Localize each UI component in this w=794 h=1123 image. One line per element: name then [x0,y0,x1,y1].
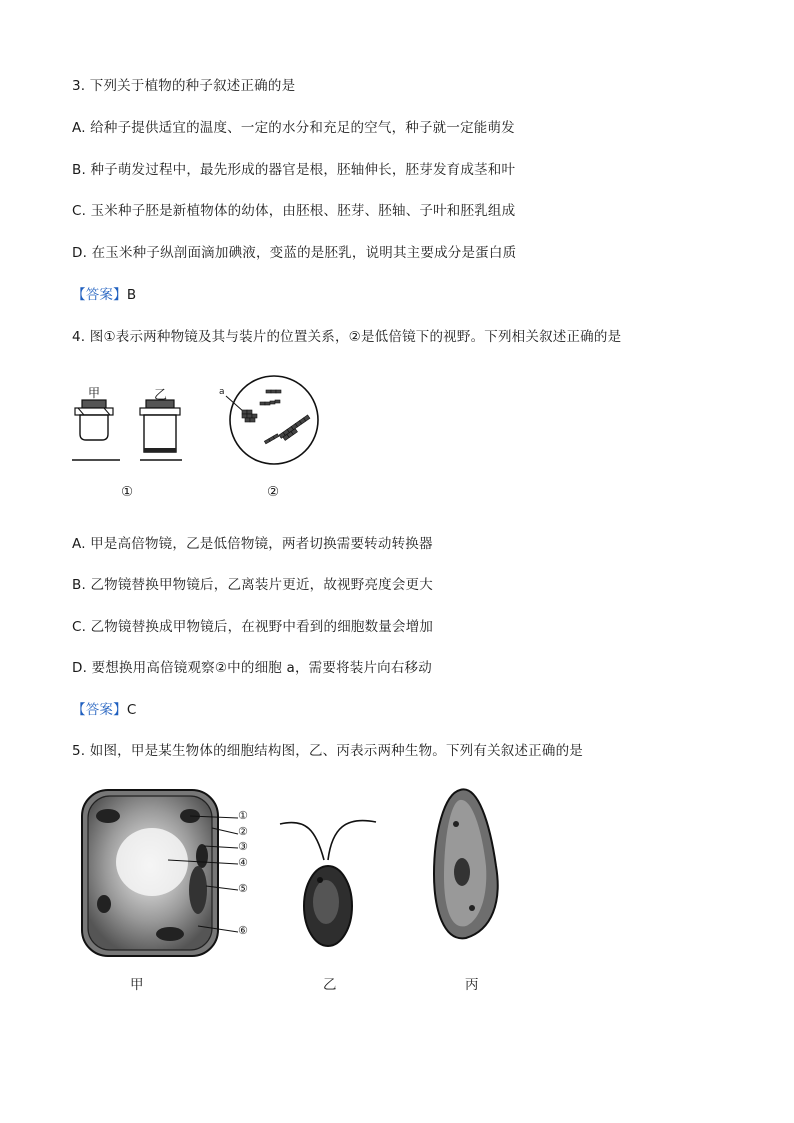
q4-option-c: C. 乙物镜替换成甲物镜后，在视野中看到的细胞数量会增加 [72,619,434,635]
callout-2: ② [238,825,248,838]
callout-5: ⑤ [238,882,248,895]
flagellate-organism-figure [276,810,396,960]
microscope-field-of-view [216,376,336,466]
q3-option-c: C. 玉米种子胚是新植物体的幼体，由胚根、胚芽、胚轴、子叶和胚乳组成 [72,203,516,219]
figure-label-a: a [219,387,225,397]
answer-tag: 【答案】 [72,287,127,303]
figure-caption-bing: 丙 [465,977,479,993]
paramecium-organism-figure [426,784,516,954]
q3-answer [72,283,136,303]
figure-caption-yi: 乙 [323,977,337,993]
q5-stem: 5. 如图，甲是某生物体的细胞结构图，乙、丙表示两种生物。下列有关叙述正确的是 [72,743,583,759]
q4-stem: 4. 图①表示两种物镜及其与装片的位置关系，②是低倍镜下的视野。下列相关叙述正确的是 [72,329,622,345]
q3-option-d: D. 在玉米种子纵剖面滴加碘液，变蓝的是胚乳，说明其主要成分是蛋白质 [72,245,517,261]
q4-answer [72,698,136,718]
q3-option-b: B. 种子萌发过程中，最先形成的器官是根，胚轴伸长，胚芽发育成茎和叶 [72,162,516,178]
callout-4: ④ [238,856,248,869]
answer-value: C [126,702,137,718]
figure-label-yi: 乙 [154,388,168,403]
figure-caption-jia: 甲 [130,977,144,993]
q4-option-a: A. 甲是高倍物镜，乙是低倍物镜，两者切换需要转动转换器 [72,536,433,552]
figure-caption-2: ② [267,484,280,500]
figure-caption-1: ① [121,484,134,500]
answer-tag: 【答案】 [72,702,127,718]
figure-label-jia: 甲 [88,386,101,400]
callout-3: ③ [238,840,248,853]
q4-option-d: D. 要想换用高倍镜观察②中的细胞 a，需要将装片向右移动 [72,660,432,676]
answer-value: B [126,287,137,303]
q3-option-a: A. 给种子提供适宜的温度、一定的水分和充足的空气，种子就一定能萌发 [72,120,515,136]
q4-option-b: B. 乙物镜替换甲物镜后，乙离装片更近，故视野亮度会更大 [72,577,433,593]
callout-1: ① [238,809,248,822]
q3-stem: 3. 下列关于植物的种子叙述正确的是 [72,78,296,94]
callout-6: ⑥ [238,924,248,937]
